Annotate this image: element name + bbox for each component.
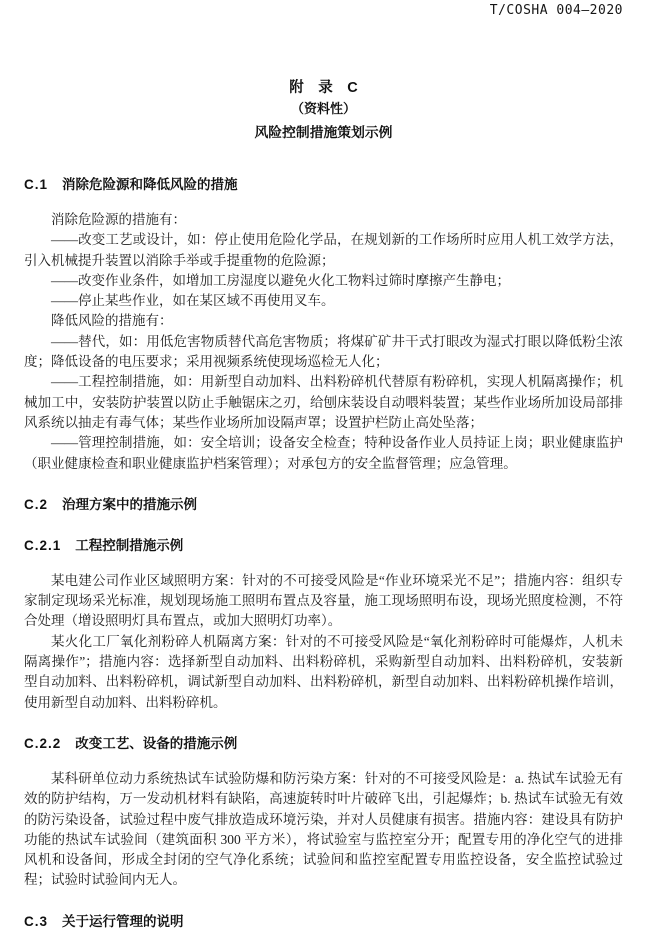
appendix-title: 附 录 C <box>289 80 358 96</box>
section-title-c21: 工程控制措施示例 <box>75 537 184 553</box>
section-title-c2: 治理方案中的措施示例 <box>62 496 198 512</box>
section-label-c3: C.3 <box>24 913 49 929</box>
section-title-c3: 关于运行管理的说明 <box>62 913 184 929</box>
section-heading-c2 <box>24 495 623 515</box>
paragraph-c1-dash-6: ——管理控制措施，如：安全培训；设备安全检查；特种设备作业人员持证上岗；职业健康监护（职业健康检查和职业健康监护档案管理）；对承包方的安全监督管理；应急管理。 <box>24 435 623 471</box>
paragraph-c21-1: 某电建公司作业区域照明方案：针对的不可接受风险是“作业环境采光不足”；措施内容：组织专家制定现场采光标准，规划现场施工照明布置点及容量，施工现场照明布设，现场光照度检测，不符合处理（增设照明灯具布置点，或加大照明灯功率）。 <box>24 572 623 629</box>
section-label-c22: C.2.2 <box>24 735 62 751</box>
section-heading-c3 <box>24 912 623 932</box>
section-label-c1: C.1 <box>24 177 49 192</box>
appendix-subject: 风险控制措施策划示例 <box>254 125 393 140</box>
section-heading-c21 <box>24 536 623 556</box>
paragraph-c1-dash-2: ——改变作业条件，如增加工房湿度以避免火化工物料过筛时摩擦产生静电； <box>51 272 510 288</box>
doc-number: T/COSHA 004—2020 <box>489 3 623 18</box>
paragraph-c1-dash-4: ——替代，如：用低危害物质替代高危害物质；将煤矿矿井干式打眼改为湿式打眼以降低粉尘浓度；降低设备的电压要求；采用视频系统使现场巡检无人化； <box>24 333 623 370</box>
paragraph-c1-dash-1: ——改变工艺或设计，如：停止使用危险化学品，在规划新的工作场所时应用人机工效学方法，引入机械提升装置以消除手举或手提重物的危险源； <box>24 232 623 268</box>
paragraph-c21-2: 某火化工厂氧化剂粉碎人机隔离方案：针对的不可接受风险是“氧化剂粉碎时可能爆炸，人机未隔离操作”；措施内容：选择新型自动加料、出料粉碎机，采购新型自动加料、出料粉碎机，安装新型自动加料、出料粉碎机，调试新型自动加料、出料粉碎机，新型自动加料、出料粉碎机操作培训，使用新型自动加料、出料粉碎机。 <box>24 633 623 710</box>
section-heading-c1 <box>24 175 623 195</box>
paragraph-c22-1: 某科研单位动力系统热试车试验防爆和防污染方案：针对的不可接受风险是：a. 热试车试验无有效的防护结构，万一发动机材料有缺陷，高速旋转时叶片破碎飞出，引起爆炸；b. 热试车试验无有效的防污染设备，试验过程中废气排放造成环境污染，并对人员健康有损害。措施内容：建设具有防护功能的热试车试验间（建筑面积 300 平方米），将试验室与监控室分开；配置专用的净化空气的进排风机和设备间，形成全封闭的空气净化系统；试验间和监控室配置专用监控设备，安全监控试验过程；试验时试验间内无人。 <box>24 770 623 888</box>
paragraph-c1-dash-3: ——停止某些作业，如在某区域不再使用叉车。 <box>51 293 335 309</box>
paragraph-c1-intro-2: 降低风险的措施有： <box>51 313 173 329</box>
paragraph-c1-intro: 消除危险源的措施有： <box>51 212 186 227</box>
section-label-c21: C.2.1 <box>24 537 62 553</box>
section-heading-c22 <box>24 734 623 754</box>
section-title-c1: 消除危险源和降低风险的措施 <box>62 177 238 192</box>
paragraph-c1-dash-5: ——工程控制措施，如：用新型自动加料、出料粉碎机代替原有粉碎机，实现人机隔离操作；机械加工中，安装防护装置以防止手触锯床之刃，给刨床装设自动喂料装置；某些作业场所加设局部排风系统以抽走有毒气体；某些作业场所加设隔声罩；设置护栏防止高处坠落； <box>24 374 623 430</box>
section-label-c2: C.2 <box>24 496 49 512</box>
appendix-title-block <box>24 78 623 143</box>
section-title-c22: 改变工艺、设备的措施示例 <box>75 735 238 751</box>
appendix-informative-note: （资料性） <box>290 101 356 116</box>
